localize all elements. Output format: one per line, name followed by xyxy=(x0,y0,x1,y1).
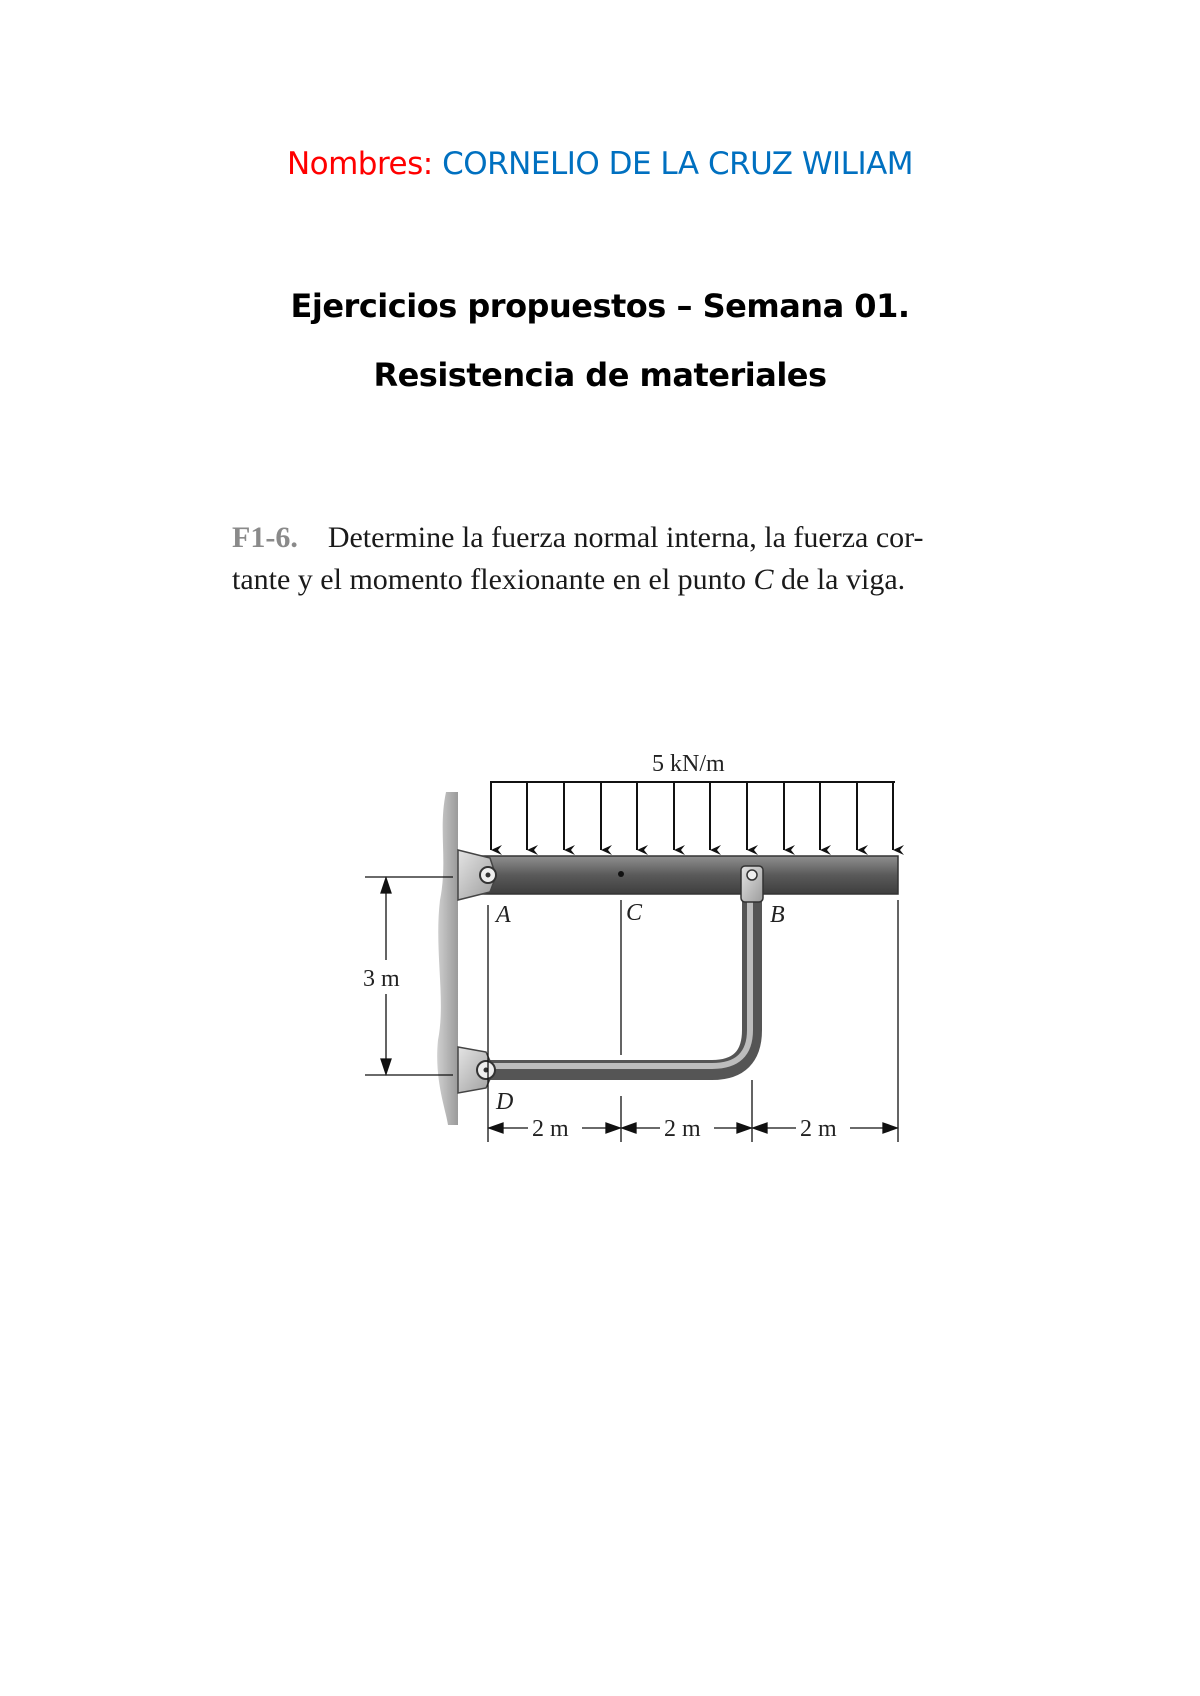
beam xyxy=(478,856,898,894)
bent-rod-highlight xyxy=(490,892,750,1066)
span-1-label: 2 m xyxy=(532,1116,569,1142)
point-d-label: D xyxy=(496,1089,514,1115)
problem-text-1: Determine la fuerza normal interna, la fuerza cor- xyxy=(327,521,924,554)
point-c-label: C xyxy=(626,900,643,926)
span-3-label: 2 m xyxy=(800,1116,837,1142)
problem-text-2b: de la viga. xyxy=(773,563,906,596)
pin-b xyxy=(747,870,757,880)
load-arrows xyxy=(491,782,893,850)
height-label: 3 m xyxy=(363,966,400,992)
course-title: Resistencia de materiales xyxy=(373,356,827,394)
problem-number: F1-6. xyxy=(232,521,298,554)
point-c-marker xyxy=(618,871,624,877)
load-label: 5 kN/m xyxy=(652,751,725,777)
point-a-label: A xyxy=(496,902,511,928)
student-name: CORNELIO DE LA CRUZ WILIAM xyxy=(442,146,914,182)
span-2-label: 2 m xyxy=(664,1116,701,1142)
problem-point-c: C xyxy=(753,563,774,596)
problem-text-2a: tante y el momento flexionante en el punto xyxy=(232,563,754,596)
point-b-label: B xyxy=(770,902,785,928)
names-label: Nombres: xyxy=(286,146,433,182)
exercise-title: Ejercicios propuestos – Semana 01. xyxy=(290,287,910,325)
